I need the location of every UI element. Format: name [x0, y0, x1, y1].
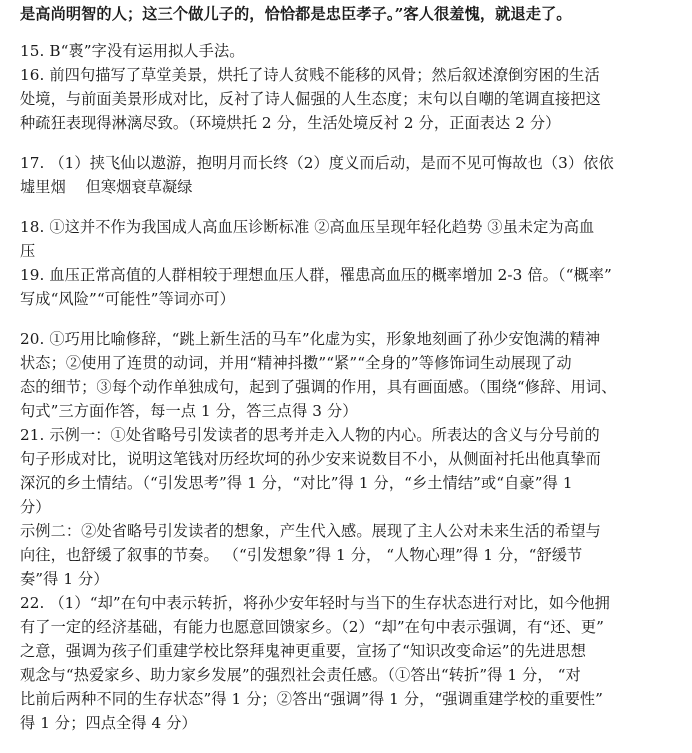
spacer — [20, 135, 680, 151]
answer-16 — [20, 63, 680, 135]
answer-16-line: 16. 前四句描写了草堂美景，烘托了诗人贫贱不能移的风骨；然后叙述潦倒穷困的生活 — [20, 66, 600, 84]
answer-19-line: 19. 血压正常高值的人群相较于理想血压人群，罹患高血压的概率增加 2-3 倍。（“概率” — [20, 266, 612, 284]
answer-21-line: 奏”得 1 分） — [20, 570, 109, 588]
answer-22 — [20, 591, 680, 735]
answer-21-line: 21. 示例一：①处省略号引发读者的思考并走入人物的内心。所表达的含义与分号前的 — [20, 426, 600, 444]
answer-18-line: 18. ①这并不作为我国成人高血压诊断标准 ②高血压呈现年轻化趋势 ③虽未定为高血 — [20, 218, 595, 236]
answer-21-line: 向往，也舒缓了叙事的节奏。 （“引发想象”得 1 分， “人物心理”得 1 分，“舒缓节 — [20, 546, 583, 564]
answer-20-line: 状态；②使用了连贯的动词，并用“精神抖擞”“紧”“全身的”等修饰词生动展现了动 — [20, 354, 572, 372]
answer-21-line: 深沉的乡土情结。（“引发思考”得 1 分，“对比”得 1 分，“乡土情结”或“自豪”得 1 — [20, 474, 573, 492]
answer-21-line: 分） — [20, 498, 51, 516]
answer-16-line: 种疏狂表现得淋漓尽致。（环境烘托 2 分，生活处境反衬 2 分，正面表达 2 分） — [20, 114, 561, 132]
answer-18 — [20, 215, 680, 263]
answer-22-line: 得 1 分；四点全得 4 分） — [20, 714, 197, 732]
answer-22-line: 之意，强调为孩子们重建学校比祭拜鬼神更重要，宣扬了“知识改变命运”的先进思想 — [20, 642, 587, 660]
answer-17-line: 墟里烟 但寒烟衰草凝绿 — [20, 178, 193, 196]
answer-18-line: 压 — [20, 242, 36, 260]
spacer — [20, 26, 680, 39]
answer-22-line: 有了一定的经济基础，有能力也愿意回馈家乡。（2）“却”在句中表示强调，有“还、更” — [20, 618, 604, 636]
answer-17-line: 17. （1）挟飞仙以遨游，抱明月而长终（2）度义而后动，是而不见可悔故也（3）依依 — [20, 154, 614, 172]
answer-17 — [20, 151, 680, 199]
answer-21-line: 句子形成对比，说明这笔钱对历经坎坷的孙少安来说数目不小，从侧面衬托出他真挚而 — [20, 450, 601, 468]
answer-15: 15. B“褭”字没有运用拟人手法。 — [20, 42, 245, 60]
answer-20-line: 句式”三方面作答，每一点 1 分，答三点得 3 分） — [20, 402, 358, 420]
answer-21-line: 示例二：②处省略号引发读者的想象，产生代入感。展现了主人公对未来生活的希望与 — [20, 522, 601, 540]
answer-21 — [20, 423, 680, 591]
answer-22-line: 22. （1）“却”在句中表示转折，将孙少安年轻时与当下的生存状态进行对比，如今他拥 — [20, 594, 610, 612]
spacer — [20, 311, 680, 327]
spacer — [20, 199, 680, 215]
answer-19 — [20, 263, 680, 311]
answer-20-line: 20. ①巧用比喻修辞，“跳上新生活的马车”化虚为实，形象地刻画了孙少安饱满的精神 — [20, 330, 601, 348]
answer-22-line: 观念与“热爱家乡、助力家乡发展”的强烈社会责任感。（①答出“转折”得 1 分， “对 — [20, 666, 581, 684]
answer-20 — [20, 327, 680, 423]
answer-16-line: 处境，与前面美景形成对比，反衬了诗人倔强的人生态度；末句以自嘲的笔调直接把这 — [20, 90, 601, 108]
answer-20-line: 态的细节；③每个动作单独成句，起到了强调的作用，具有画面感。（围绕“修辞、用词、 — [20, 378, 617, 396]
answer-19-line: 写成“风险”“可能性”等词亦可） — [20, 290, 235, 308]
answer-22-line: 比前后两种不同的生存状态”得 1 分；②答出“强调”得 1 分，“强调重建学校的重要性” — [20, 690, 604, 708]
intro-line: 是高尚明智的人；这三个做儿子的，恰恰都是忠臣孝子。”客人很羞愧，就退走了。 — [20, 5, 572, 23]
